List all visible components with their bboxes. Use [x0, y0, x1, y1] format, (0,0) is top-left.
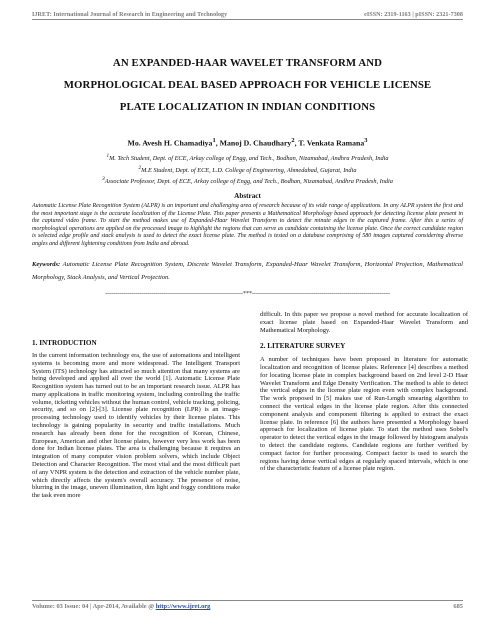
journal-name: IJRET: International Journal of Research in Engineering and Technology: [32, 12, 228, 18]
section-divider: ---------------------------------------------------------------------***---------------------------------------------------------------------: [105, 291, 390, 297]
affiliation-text: M.E Student, Dept. of ECE, L.D. College of Engineering, Ahmedabad, Gujarat, India: [141, 166, 357, 174]
continuation-paragraph: difficult. In this paper we propose a novel method for accurate localization of exact license plate based on Expanded-Haar Wavelet Transform and Mathematical Morphology.: [260, 311, 468, 334]
abstract-heading: Abstract: [234, 192, 261, 200]
author-name: T. Venkata Ramana: [298, 138, 365, 148]
affiliation-text: Associate Professor, Dept. of ECE, Arkay college of Engg, and Tech., Bodhan, Nizamabad, Andhra Pradesh, India: [104, 178, 393, 186]
author-sup: 1: [212, 137, 216, 144]
title-line: PLATE LOCALIZATION IN INDIAN CONDITIONS: [119, 101, 376, 113]
keywords: [32, 259, 463, 284]
title-line: AN EXPANDED-HAAR WAVELET TRANSFORM AND: [112, 57, 383, 69]
keywords-text: Automatic License Plate Recognition System, Discrete Wavelet Transform, Expanded-Haar Wavelet Transform, Horizontal Projection, Mathematical Morphology, Stack Analysis, and Vertical Projection.: [32, 261, 463, 281]
author-name: Manoj D. Chaudhary: [219, 138, 292, 148]
page-number: 685: [453, 603, 463, 610]
section-heading: 2. LITERATURE SURVEY: [260, 342, 346, 351]
footer-rule: [32, 600, 463, 601]
issn-info: eISSN: 2319-1163 | pISSN: 2321-7308: [364, 12, 463, 18]
author-sup: 2: [291, 137, 295, 144]
author-sup: 3: [364, 137, 368, 144]
title-line: MORPHOLOGICAL DEAL BASED APPROACH FOR VEHICLE LICENSE: [63, 79, 432, 91]
affiliation-sup: 2: [138, 164, 142, 171]
author-list: Mo. Avesh H. Chamadiya$^1$, Manoj D. Chaudhary$^2$, T. Venkata Ramana$^3$: [127, 137, 368, 148]
author-name: Mo. Avesh H. Chamadiya: [127, 138, 213, 148]
affiliation-sup: 1: [106, 153, 110, 159]
journal-header: [32, 4, 463, 18]
affiliation-line: [32, 175, 463, 187]
introduction-paragraph: In the current information technology era, the use of automations and intelligent systems is becoming more and more widespread. The Intelligent Transport System (ITS) technology has attracted so much attention that many systems are being developed and applied all over the world [1]. Automatic License Plate Recognition system has turned out to be an important research issue. ALPR has many applications in traffic monitoring system, including controlling the traffic volume, ticketing vehicles without the human control, vehicle tracking, policing, security, and so on [2]-[3]. License plate recognition (LPR) is an image-processing technology used to identify vehicles by their license plates. This technology is gaining popularity in security and traffic installations. Much research has already been done for the recognition of Korean, Chinese, European, American and other license plates, however very less work has been done for Indian license plates. The area is challenging because it requires an integration of many computer vision problem solvers, which include Object Detection and Character Recognition. The most vital and the most difficult part of any VNPR system is the detection and extraction of the vehicle number plate, which directly affects the system's overall accuracy. The presence of noise, blurring in the image, uneven illumination, dim light and foggy conditions make the task even more: [32, 352, 240, 500]
abstract-text: Automatic License Plate Recognition System (ALPR) is an important and challenging area of research because of its wide range of applications. In any ALPR system the first and the most important stage is the accurate localization of the License Plate. This paper presents a Mathematical Morphology based approach for detecting license plate present in the captured video frame. To start the method makes use of Expanded-Haar Wavelet Transform to detect the minute edges in the captured frame. After this a series of morphological operations are applied on the processed image to highlight the regions that can serve as candidate containing the license plate. Once the correct candidate region is selected edge profile and stack analysis is used to detect the exact license plate. The method is tested on a database comprising of 580 images captured considering diverse angles and different lightening conditions from India and abroad.: [32, 203, 463, 247]
footer-volume-text: Volume: 03 Issue: 04 | Apr-2014, Available @: [32, 603, 156, 610]
affiliations: [32, 152, 463, 187]
keywords-label: Keywords:: [32, 261, 61, 268]
section-heading: 1. INTRODUCTION: [32, 339, 97, 347]
header-rule: [32, 19, 463, 20]
affiliation-text: M. Tech Student, Dept. of ECE, Arkay college of Engg, and Tech., Bodhan, Nizamabad, Andhra Pradesh, India: [109, 155, 389, 163]
literature-paragraph: A number of techniques have been proposed in literature for automatic localization and recognition of license plates. Reference [4] describes a method for locating license plate in complex background based on 2nd level 2-D Haar Wavelet Transform and Edge Density Verification. The method is able to detect the vertical edges in the license plate region even with complex background. The work proposed in [5] makes use of Run-Length smearing algorithm to connect the vertical edges in the license plate region. After this connected component analysis and component filtering is applied to extract the exact license plate. In reference [6] the authors have presented a Morphology based approach for localization of license plate. To start the method uses Sobel's operator to detect the vertical edges in the image followed by histogram analysis to detect the candidate regions. Candidate regions are further verified by compact factor for further processing. Compact factor is used to search the regions having dense vertical edges at regularly spaced intervals, which is one of the characteristic feature of a license plate region.: [260, 356, 468, 473]
page-footer: [32, 603, 463, 610]
right-column: [260, 311, 468, 473]
affiliation-line: [32, 152, 463, 164]
affiliation-line: [32, 164, 463, 176]
left-column: [32, 339, 240, 500]
affiliation-sup: 3: [102, 176, 105, 183]
footer-volume: [32, 603, 210, 610]
paper-title: [32, 52, 463, 118]
journal-link[interactable]: http://www.ijret.org: [155, 603, 211, 610]
